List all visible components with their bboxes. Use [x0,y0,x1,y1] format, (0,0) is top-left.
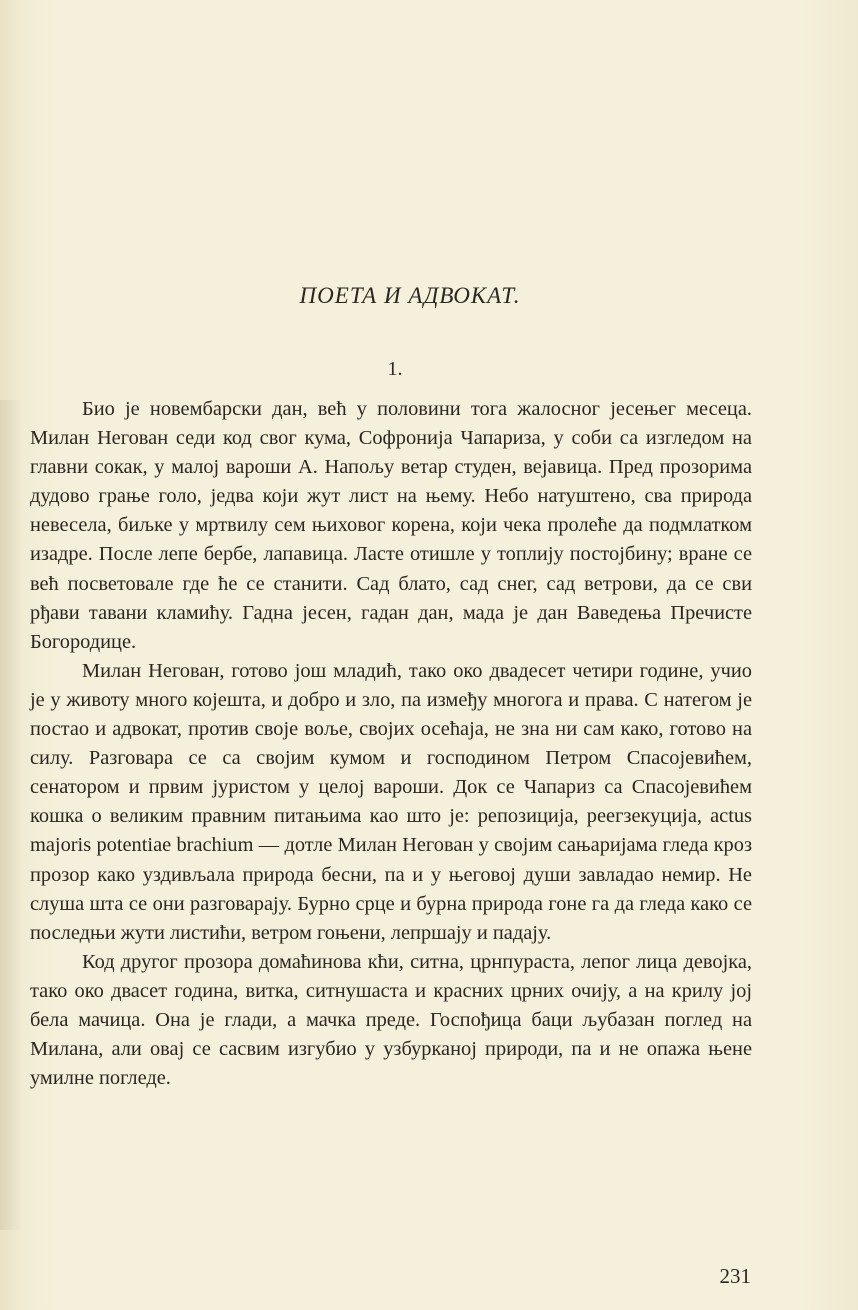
paragraph-1: Био је новембарски дан, већ у половини тога жалосног јесењег месеца. Милан Негован седи код свог кума, Софронија Чапариза, у соби са изгледом на главни сокак, у малој вароши А. Напољу ветар студен, вејавица. Пред прозорима дудово грање голо, једва који жут лист на њему. Небо натуштено, сва природа невесела, биљке у мртвилу сем њиховог корена, који чека пролеће да подмлатком изадре. После лепе бербе, лапавица. Ласте отишле у топлију постојбину; вране се већ посветовале где ће се станити. Сад блато, сад снег, сад ветрови, да се сви рђави тавани кламићу. Гадна јесен, гадан дан, мада је дан Ваведења Пречисте Богородице. [30,398,752,653]
binding-gutter-shadow [0,400,22,1230]
chapter-number: 1. [387,358,403,380]
page-number: 231 [719,1264,751,1288]
body-text [30,395,752,1093]
story-title: ПОЕТА И АДВОКАТ. [299,283,521,308]
paragraph-3: Код другог прозора домаћинова кћи, ситна, црнпураста, лепог лица девојка, тако око двасет година, витка, ситнушаста и красних црних очију, а на крилу јој бела мачица. Она је глади, а мачка преде. Госпођица баци љубазан поглед на Милана, али овај се сасвим изгубио у узбурканој природи, па и не опажа њене умилне погледе. [30,950,752,1090]
paragraph-2: Милан Негован, готово још младић, тако око двадесет четири године, учио је у животу много којешта, и добро и зло, па између многога и права. С натегом је постао и адвокат, против своје воље, својих осећаја, не зна ни сам како, готово на силу. Разговара се са својим кумом и господином Петром Спасојевићем, сенатором и првим јуристом у целој вароши. Док се Чапариз са Спасојевићем кошка о великим правним питањима као што је: репозиција, реегзекуција, actus majoris potentiae brachium — дотле Милан Негован у својим сањаријама гледа кроз прозор како уздивљала природа бесни, па и у његовој души завладао немир. Не слуша шта се они разговарају. Бурно срце и бурна природа гоне га да гледа како се последњи жути листићи, ветром гоњени, лепршају и падају. [30,659,752,944]
